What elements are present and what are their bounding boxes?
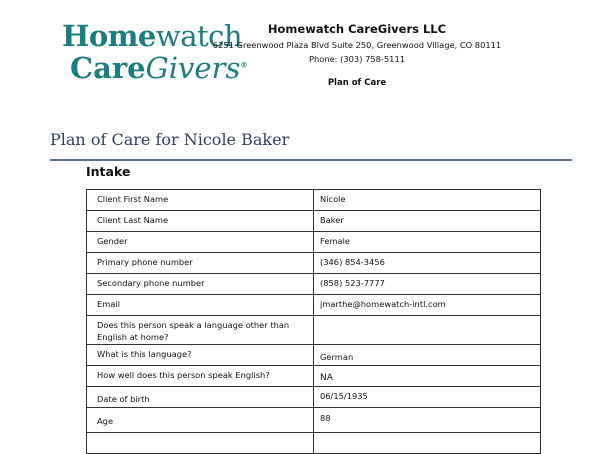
table-row bbox=[87, 387, 541, 408]
field-value: 06/15/1935 bbox=[314, 387, 541, 408]
field-value: (346) 854-3456 bbox=[314, 253, 541, 274]
table-row bbox=[87, 190, 541, 211]
field-label: Email bbox=[87, 295, 314, 316]
page-title: Plan of Care for Nicole Baker bbox=[50, 130, 290, 149]
section-title-intake: Intake bbox=[86, 164, 131, 179]
company-header bbox=[212, 20, 502, 88]
field-label: Date of birth bbox=[87, 387, 314, 408]
table-row bbox=[87, 366, 541, 387]
field-value: Nicole bbox=[314, 190, 541, 211]
field-value: jmarthe@homewatch-intl.com bbox=[314, 295, 541, 316]
table-row bbox=[87, 433, 541, 454]
table-row bbox=[87, 232, 541, 253]
logo-text-home: Home bbox=[62, 19, 156, 53]
table-row bbox=[87, 295, 541, 316]
company-name: Homewatch CareGivers LLC bbox=[267, 22, 447, 36]
field-label: What is this language? bbox=[87, 345, 314, 366]
field-label: How well does this person speak English? bbox=[87, 366, 314, 387]
field-value: (858) 523-7777 bbox=[314, 274, 541, 295]
field-label: Primary phone number bbox=[87, 253, 314, 274]
intake-table bbox=[86, 189, 541, 454]
company-phone: Phone: (303) 758-5111 bbox=[308, 54, 406, 64]
heading-divider bbox=[50, 159, 572, 161]
table-row bbox=[87, 316, 541, 345]
field-label: Secondary phone number bbox=[87, 274, 314, 295]
table-row bbox=[87, 253, 541, 274]
table-row bbox=[87, 274, 541, 295]
field-label: Does this person speak a language other than English at home? bbox=[87, 316, 314, 345]
logo-text-care: Care bbox=[70, 51, 146, 85]
field-label: Client Last Name bbox=[87, 211, 314, 232]
field-label: Age bbox=[87, 408, 314, 433]
logo-registered-mark: ® bbox=[240, 60, 248, 70]
field-value: Baker bbox=[314, 211, 541, 232]
document-title: Plan of Care bbox=[327, 78, 387, 88]
field-label: Client First Name bbox=[87, 190, 314, 211]
field-value: NA bbox=[314, 366, 541, 387]
table-row bbox=[87, 345, 541, 366]
field-value: 88 bbox=[314, 408, 541, 433]
field-value bbox=[314, 433, 541, 454]
logo-text-givers: Givers bbox=[145, 51, 241, 85]
table-row bbox=[87, 211, 541, 232]
logo-text-watch: watch bbox=[155, 19, 243, 53]
company-address: 6251 Greenwood Plaza Blvd Suite 250, Greenwood Village, CO 80111 bbox=[212, 40, 502, 50]
table-row bbox=[87, 408, 541, 433]
field-value: Female bbox=[314, 232, 541, 253]
field-label: Gender bbox=[87, 232, 314, 253]
field-value bbox=[314, 316, 541, 345]
field-value: German bbox=[314, 345, 541, 366]
field-label bbox=[87, 433, 314, 454]
